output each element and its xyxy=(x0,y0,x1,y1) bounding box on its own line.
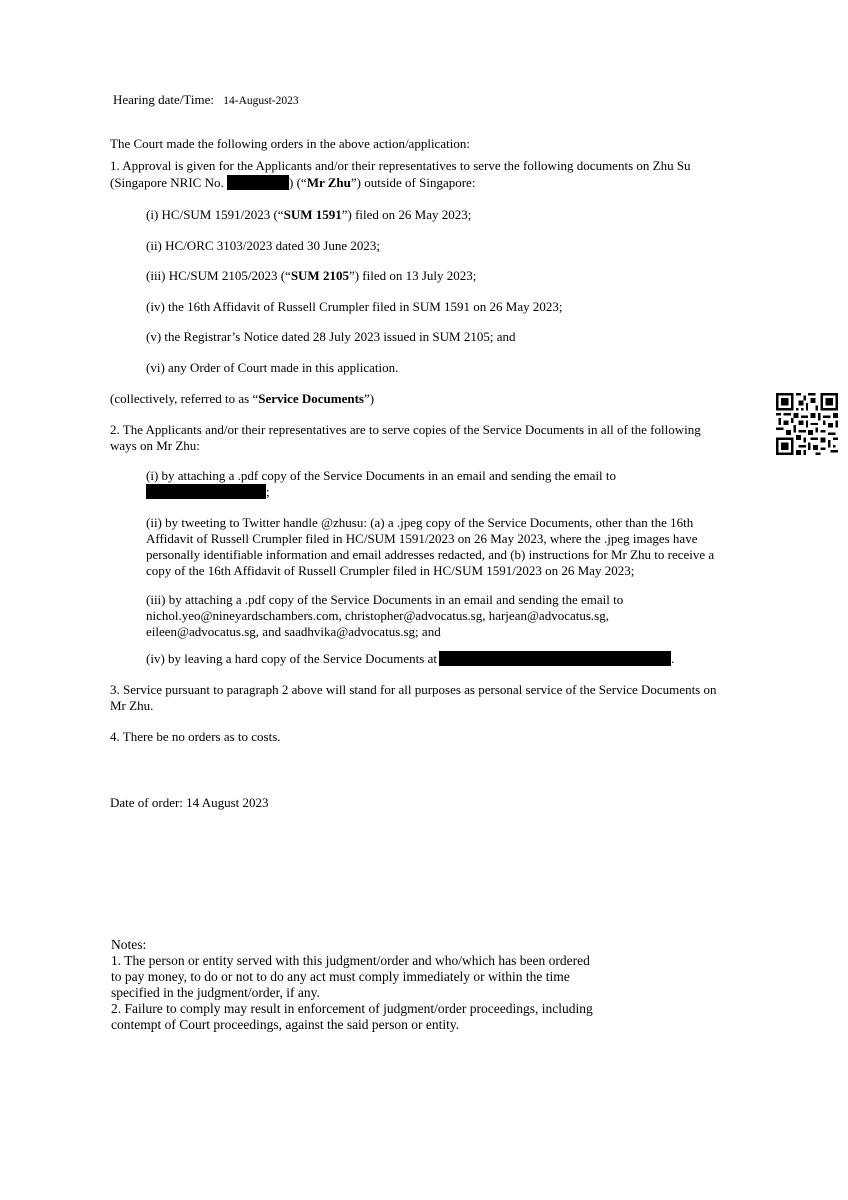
service-method-2: (ii) by tweeting to Twitter handle @zhusu: (a) a .jpeg copy of the Service Documents, other than the 16th Affidavit of Russell Crumpler filed in HC/SUM 1591/2023 on 26 May 2023, where the .jpeg images have personally identifiable information and email addresses redacted, and (b) instructions for Mr Zhu to receive a copy of the 16th Affidavit of Russell Crumpler filed in HC/SUM 1591/2023 on 26 May 2023; xyxy=(146,515,715,578)
order-2-line-1: 2. The Applicants and/or their representatives are to serve copies of the Service Documents in all of the following xyxy=(110,422,701,437)
order-1-outside: ”) outside of Singapore: xyxy=(350,175,476,190)
service-document-item-4: (iv) the 16th Affidavit of Russell Crumpler filed in SUM 1591 on 26 May 2023; xyxy=(146,299,563,314)
date-of-order: Date of order: 14 August 2023 xyxy=(110,795,269,810)
order-1-mr-zhu-bold: Mr Zhu xyxy=(306,175,351,190)
order-1-paren: ) (“ xyxy=(289,175,307,190)
service-method-1-line-2: ; xyxy=(146,484,721,500)
hearing-date: 14-August-2023 xyxy=(223,95,299,107)
service-document-item-1: (i) HC/SUM 1591/2023 (“SUM 1591”) filed on 26 May 2023; xyxy=(146,207,472,222)
order-1-line-2 xyxy=(110,175,720,191)
hearing-date-line xyxy=(113,92,299,109)
service-method-4: (iv) by leaving a hard copy of the Service Documents at . xyxy=(146,651,675,666)
email-redaction xyxy=(146,484,266,499)
hearing-label: Hearing date/Time: xyxy=(113,92,214,107)
order-1-nric-prefix: (Singapore NRIC No. xyxy=(110,175,227,190)
notes-section: Notes: 1. The person or entity served with this judgment/order and who/which has been ordered to pay money, to do or not to do any act must comply immediately or within the time specified in the judgment/order, if any. 2. Failure to comply may result in enforcement of judgment/order proceedings, including contempt of Court proceedings, against the said person or entity. xyxy=(111,937,611,1033)
service-method-3: (iii) by attaching a .pdf copy of the Service Documents in an email and sending the email to nichol.yeo@nineyardschambers.com, christopher@advocatus.sg, harjean@advocatus.sg, eileen@advocatus.sg, and saadhvika@advocatus.sg; and xyxy=(146,592,624,639)
service-document-item-2: (ii) HC/ORC 3103/2023 dated 30 June 2023; xyxy=(146,238,380,253)
order-2-line-2: ways on Mr Zhu: xyxy=(110,438,200,453)
collective-definition: (collectively, referred to as “Service Documents”) xyxy=(110,391,375,406)
service-method-1-line-1: (i) by attaching a .pdf copy of the Service Documents in an email and sending the email to xyxy=(146,468,617,483)
qr-code-icon xyxy=(776,393,838,455)
order-3-line-1: 3. Service pursuant to paragraph 2 above will stand for all purposes as personal service of the Service Documents on xyxy=(110,682,717,697)
order-1-line-1: 1. Approval is given for the Applicants and/or their representatives to serve the following documents on Zhu Su xyxy=(110,158,691,173)
service-document-item-3: (iii) HC/SUM 2105/2023 (“SUM 2105”) filed on 13 July 2023; xyxy=(146,268,477,283)
order-4: 4. There be no orders as to costs. xyxy=(110,729,281,744)
order-3-line-2: Mr Zhu. xyxy=(110,698,154,713)
nric-redaction xyxy=(227,175,289,190)
service-document-item-5: (v) the Registrar’s Notice dated 28 July 2023 issued in SUM 2105; and xyxy=(146,329,516,344)
service-document-item-6: (vi) any Order of Court made in this application. xyxy=(146,360,399,375)
notes-heading: Notes: xyxy=(111,937,147,952)
intro-text: The Court made the following orders in the above action/application: xyxy=(110,136,470,151)
address-redaction xyxy=(439,651,671,666)
